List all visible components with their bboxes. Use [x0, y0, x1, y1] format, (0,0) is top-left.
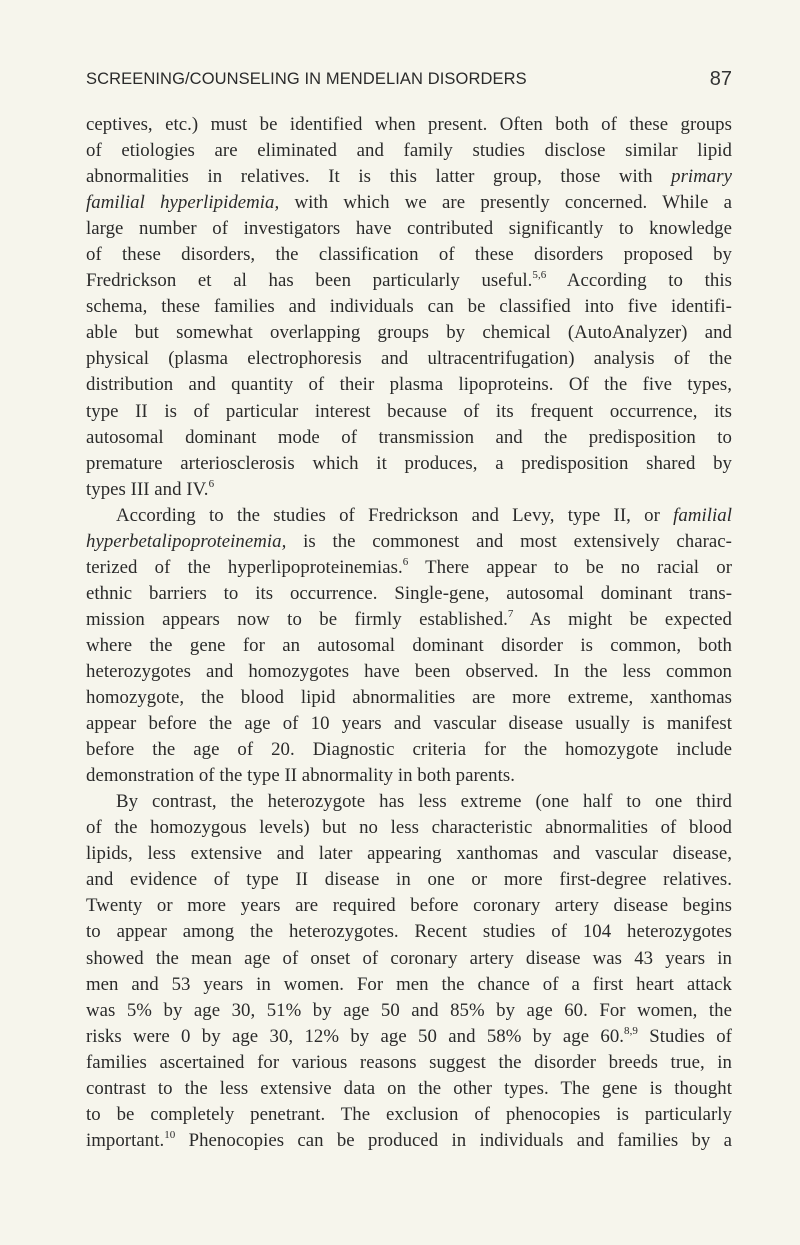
text-line [86, 737, 732, 763]
text-segment: physical (plasma electrophoresis and ultracentrifugation) analysis of the [86, 348, 732, 370]
text-segment: with which we are presently concerned. While a [279, 192, 732, 214]
text-segment: schema, these families and individuals can be classified into five identifi- [86, 296, 732, 318]
text-line [86, 711, 732, 737]
citation-superscript: 8,9 [624, 1024, 638, 1037]
text-segment: homozygote, the blood lipid abnormalities are more extreme, xanthomas [86, 687, 732, 709]
text-segment: large number of investigators have contributed significantly to knowledge [86, 218, 732, 240]
text-segment: By contrast, the heterozygote has less extreme (one half to one third [116, 791, 732, 813]
page-header [86, 68, 732, 94]
text-line [86, 946, 732, 972]
text-line [86, 685, 732, 711]
text-line [86, 346, 732, 372]
text-line [86, 1128, 732, 1154]
text-segment: terized of the hyperlipoproteinemias. [86, 556, 403, 578]
text-line [86, 659, 732, 685]
text-segment: men and 53 years in women. For men the chance of a first heart attack [86, 973, 732, 995]
text-segment: to be completely penetrant. The exclusion of phenocopies is particularly [86, 1103, 732, 1125]
citation-superscript: 6 [208, 477, 215, 490]
text-line [86, 477, 732, 503]
text-segment: and evidence of type II disease in one or more first-degree relatives. [86, 869, 732, 891]
text-segment: types III and IV. [86, 478, 209, 500]
italic-term: familial hyperlipidemia, [86, 192, 280, 214]
text-line [86, 1102, 732, 1128]
text-line [86, 138, 732, 164]
text-segment: autosomal dominant mode of transmission and the predisposition to [86, 426, 732, 448]
text-line [86, 451, 732, 477]
text-segment: of etiologies are eliminated and family studies disclose similar lipid [86, 140, 732, 162]
text-segment: abnormalities in relatives. It is this latter group, those with [86, 166, 672, 188]
text-segment: type II is of particular interest because of its frequent occurrence, its [86, 400, 732, 422]
text-segment: There appear to be no racial or [408, 556, 733, 578]
text-segment: distribution and quantity of their plasma lipoproteins. Of the five types, [86, 374, 732, 396]
text-line [86, 607, 732, 633]
text-segment: Twenty or more years are required before coronary artery disease begins [86, 895, 732, 917]
text-line [86, 555, 732, 581]
text-segment: appear before the age of 10 years and vascular disease usually is manifest [86, 713, 732, 735]
citation-superscript: 6 [402, 555, 409, 568]
text-segment: demonstration of the type II abnormality in both parents. [86, 765, 515, 787]
text-line [86, 112, 732, 138]
italic-term: primary [671, 166, 732, 188]
text-segment: to appear among the heterozygotes. Recent studies of 104 heterozygotes [86, 921, 732, 943]
text-line [86, 789, 732, 815]
text-line [86, 372, 732, 398]
text-line [86, 164, 732, 190]
text-line [86, 919, 732, 945]
citation-superscript: 7 [507, 607, 514, 620]
text-line [86, 893, 732, 919]
citation-superscript: 10 [164, 1128, 176, 1141]
text-line [86, 633, 732, 659]
text-segment: able but somewhat overlapping groups by chemical (AutoAnalyzer) and [86, 322, 732, 344]
page-number: 87 [709, 68, 732, 90]
text-line [86, 972, 732, 998]
text-line [86, 320, 732, 346]
running-title: SCREENING/COUNSELING IN MENDELIAN DISORDERS [86, 70, 527, 88]
text-line [86, 581, 732, 607]
text-segment: As might be expected [513, 608, 732, 630]
text-line [86, 841, 732, 867]
text-line [86, 998, 732, 1024]
text-segment: mission appears now to be firmly established. [86, 608, 508, 630]
text-line [86, 763, 732, 789]
text-segment: Fredrickson et al has been particularly useful. [86, 270, 533, 292]
text-line [86, 529, 732, 555]
text-line [86, 815, 732, 841]
text-line [86, 867, 732, 893]
text-line [86, 399, 732, 425]
text-line [86, 425, 732, 451]
text-line [86, 294, 732, 320]
text-segment: According to this [546, 270, 732, 292]
text-segment: families ascertained for various reasons suggest the disorder breeds true, in [86, 1051, 732, 1073]
text-segment: before the age of 20. Diagnostic criteria for the homozygote include [86, 739, 732, 761]
text-segment: lipids, less extensive and later appearing xanthomas and vascular disease, [86, 843, 732, 865]
text-segment: heterozygotes and homozygotes have been observed. In the less common [86, 660, 732, 682]
text-segment: of these disorders, the classification of these disorders proposed by [86, 244, 732, 266]
text-segment: premature arteriosclerosis which it produces, a predisposition shared by [86, 452, 732, 474]
text-segment: ceptives, etc.) must be identified when present. Often both of these groups [86, 114, 732, 135]
body-text [86, 112, 732, 1154]
text-line [86, 242, 732, 268]
text-segment: Studies of [637, 1025, 732, 1047]
text-segment: important. [86, 1129, 165, 1151]
text-line [86, 503, 732, 529]
text-segment: contrast to the less extensive data on the other types. The gene is thought [86, 1077, 732, 1099]
italic-term: hyperbetalipoproteinemia, [86, 530, 287, 552]
text-segment: According to the studies of Fredrickson and Levy, type II, or [116, 504, 674, 526]
citation-superscript: 5,6 [532, 269, 547, 282]
text-segment: of the homozygous levels) but no less characteristic abnormalities of blood [86, 817, 732, 839]
text-line [86, 216, 732, 242]
text-segment: ethnic barriers to its occurrence. Single-gene, autosomal dominant trans- [86, 582, 732, 604]
text-segment: Phenocopies can be produced in individuals and families by a [175, 1129, 732, 1151]
text-segment: showed the mean age of onset of coronary artery disease was 43 years in [86, 947, 732, 969]
text-line [86, 268, 732, 294]
italic-term: familial [673, 504, 732, 526]
text-line [86, 190, 732, 216]
text-segment: was 5% by age 30, 51% by age 50 and 85% by age 60. For women, the [86, 999, 732, 1021]
text-line [86, 1050, 732, 1076]
text-segment: is the commonest and most extensively charac- [286, 530, 732, 552]
text-line [86, 1076, 732, 1102]
text-line [86, 1024, 732, 1050]
text-segment: risks were 0 by age 30, 12% by age 50 and 58% by age 60. [86, 1025, 625, 1047]
text-segment: where the gene for an autosomal dominant disorder is common, both [86, 634, 732, 656]
